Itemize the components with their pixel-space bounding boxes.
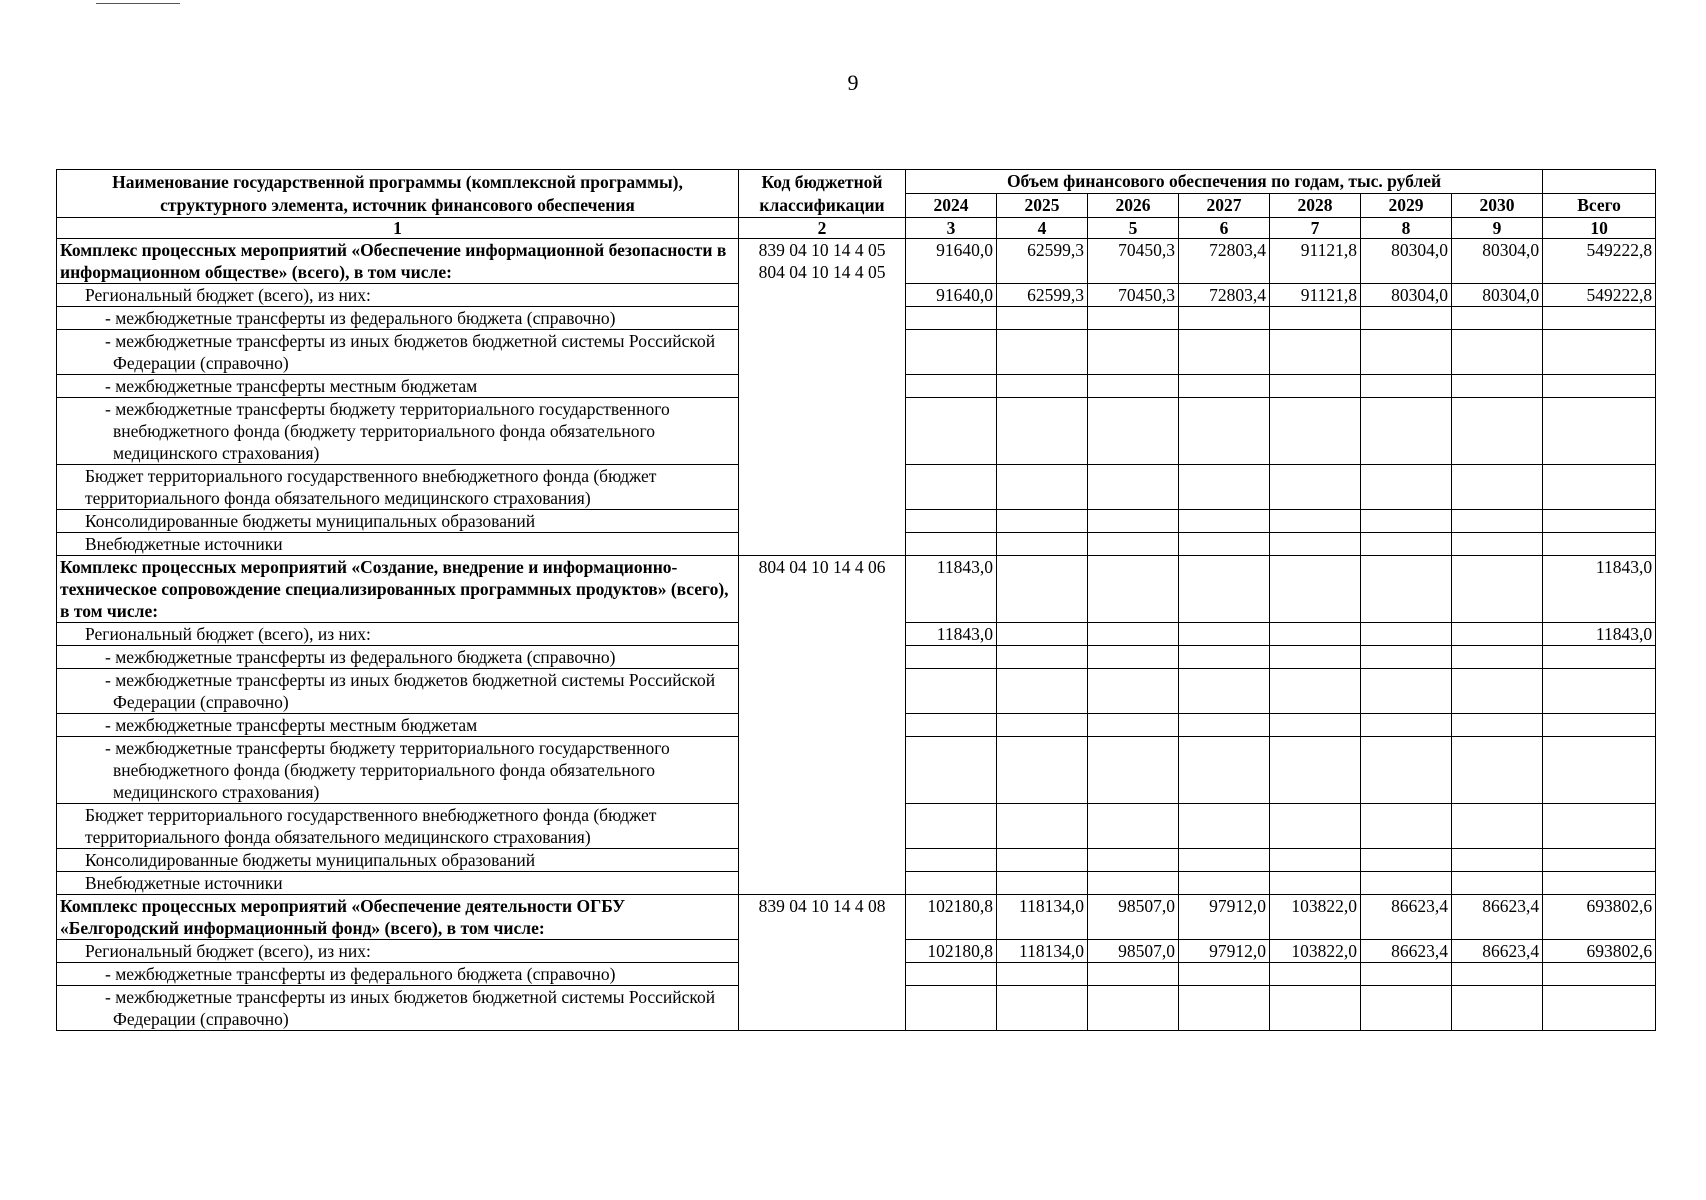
source-name: Региональный бюджет (всего), из них: [57, 284, 739, 307]
source-name: Консолидированные бюджеты муниципальных образований [57, 510, 739, 533]
year-value: 80304,0 [1452, 284, 1543, 307]
year-value: 103822,0 [1270, 895, 1361, 940]
year-value [1088, 872, 1179, 895]
year-value [1361, 714, 1452, 737]
year-value [997, 646, 1088, 669]
year-value: 86623,4 [1361, 895, 1452, 940]
year-value [1088, 737, 1179, 804]
header-volume-group: Объем финансового обеспечения по годам, тыс. рублей [906, 170, 1543, 194]
year-value [1361, 556, 1452, 623]
year-value: 98507,0 [1088, 940, 1179, 963]
year-value [1361, 646, 1452, 669]
total-value [1543, 398, 1656, 465]
source-name: Внебюджетные источники [57, 533, 739, 556]
year-value: 80304,0 [1452, 239, 1543, 284]
year-value [1452, 804, 1543, 849]
year-value [1361, 986, 1452, 1031]
year-value: 62599,3 [997, 239, 1088, 284]
col-number: 2 [739, 218, 906, 239]
year-value [1361, 533, 1452, 556]
year-value: 62599,3 [997, 284, 1088, 307]
year-value [1270, 307, 1361, 330]
total-value [1543, 963, 1656, 986]
program-name: Комплекс процессных мероприятий «Обеспечение деятельности ОГБУ «Белгородский информационный фонд» (всего), в том числе: [57, 895, 739, 940]
year-value [997, 398, 1088, 465]
year-value [1088, 714, 1179, 737]
year-value [1179, 646, 1270, 669]
year-value: 86623,4 [1361, 940, 1452, 963]
source-name: - межбюджетные трансферты из иных бюджетов бюджетной системы Российской Федерации (справочно) [57, 986, 739, 1031]
year-value [1452, 510, 1543, 533]
year-value [1361, 963, 1452, 986]
col-number: 8 [1361, 218, 1452, 239]
header-total-blank [1543, 170, 1656, 194]
year-value [1270, 533, 1361, 556]
year-value [1179, 533, 1270, 556]
source-name: - межбюджетные трансферты бюджету территориального государственного внебюджетного фонда (бюджету территориального фонда обязательного медицинского страхования) [57, 398, 739, 465]
year-value [1452, 986, 1543, 1031]
year-value [1361, 872, 1452, 895]
year-value [1270, 623, 1361, 646]
year-value [1361, 330, 1452, 375]
year-value [1270, 646, 1361, 669]
year-value [906, 714, 997, 737]
total-value [1543, 646, 1656, 669]
source-name: Региональный бюджет (всего), из них: [57, 623, 739, 646]
program-name: Комплекс процессных мероприятий «Обеспечение информационной безопасности в информационном обществе» (всего), в том числе: [57, 239, 739, 284]
year-value [1452, 646, 1543, 669]
total-value [1543, 849, 1656, 872]
year-value [1361, 849, 1452, 872]
year-value [997, 872, 1088, 895]
year-value [906, 398, 997, 465]
total-value: 693802,6 [1543, 940, 1656, 963]
source-name: Внебюджетные источники [57, 872, 739, 895]
year-value [1270, 398, 1361, 465]
year-value: 80304,0 [1361, 284, 1452, 307]
header-year: 2027 [1179, 194, 1270, 218]
year-value [1088, 307, 1179, 330]
total-value [1543, 465, 1656, 510]
year-value [906, 804, 997, 849]
year-value [906, 533, 997, 556]
year-value [1452, 714, 1543, 737]
year-value [1088, 804, 1179, 849]
year-value [906, 646, 997, 669]
total-value [1543, 737, 1656, 804]
year-value [997, 669, 1088, 714]
year-value [997, 623, 1088, 646]
col-number: 7 [1270, 218, 1361, 239]
budget-code: 839 04 10 14 4 08 [739, 895, 906, 1031]
year-value [1088, 669, 1179, 714]
year-value [1452, 398, 1543, 465]
source-name: Бюджет территориального государственного внебюджетного фонда (бюджет территориального фонда обязательного медицинского страхования) [57, 804, 739, 849]
year-value [1179, 510, 1270, 533]
total-value: 549222,8 [1543, 239, 1656, 284]
total-value: 11843,0 [1543, 623, 1656, 646]
header-code-col: Код бюджетной классификации [739, 170, 906, 218]
source-name: - межбюджетные трансферты из иных бюджетов бюджетной системы Российской Федерации (справочно) [57, 669, 739, 714]
source-name: - межбюджетные трансферты из федерального бюджета (справочно) [57, 307, 739, 330]
col-number: 5 [1088, 218, 1179, 239]
year-value [906, 669, 997, 714]
year-value [1179, 737, 1270, 804]
year-value [1088, 510, 1179, 533]
program-row [57, 239, 1656, 284]
year-value [997, 533, 1088, 556]
year-value [906, 375, 997, 398]
program-row [57, 895, 1656, 940]
year-value: 11843,0 [906, 556, 997, 623]
year-value: 91640,0 [906, 284, 997, 307]
year-value [1452, 556, 1543, 623]
year-value [1088, 375, 1179, 398]
year-value [1179, 714, 1270, 737]
year-value [997, 714, 1088, 737]
col-number: 6 [1179, 218, 1270, 239]
year-value [1088, 646, 1179, 669]
year-value [1179, 307, 1270, 330]
year-value [1361, 623, 1452, 646]
year-value [1179, 963, 1270, 986]
year-value [1361, 737, 1452, 804]
program-row [57, 556, 1656, 623]
year-value [906, 465, 997, 510]
source-name: Бюджет территориального государственного внебюджетного фонда (бюджет территориального фонда обязательного медицинского страхования) [57, 465, 739, 510]
year-value [1452, 849, 1543, 872]
year-value [1179, 623, 1270, 646]
year-value [1179, 849, 1270, 872]
year-value [997, 510, 1088, 533]
top-rule [96, 3, 180, 4]
total-value [1543, 872, 1656, 895]
total-value [1543, 986, 1656, 1031]
year-value [997, 375, 1088, 398]
year-value [1088, 533, 1179, 556]
year-value: 72803,4 [1179, 239, 1270, 284]
header-total-col: Всего [1543, 194, 1656, 218]
year-value [1088, 465, 1179, 510]
year-value: 118134,0 [997, 895, 1088, 940]
total-value [1543, 533, 1656, 556]
year-value [997, 849, 1088, 872]
year-value [1179, 669, 1270, 714]
year-value [1361, 804, 1452, 849]
total-value [1543, 804, 1656, 849]
year-value [1179, 465, 1270, 510]
budget-table [56, 169, 1656, 1031]
year-value [1270, 804, 1361, 849]
year-value: 97912,0 [1179, 895, 1270, 940]
year-value [1270, 714, 1361, 737]
year-value [906, 330, 997, 375]
year-value [906, 510, 997, 533]
year-value: 70450,3 [1088, 239, 1179, 284]
year-value [906, 963, 997, 986]
total-value [1543, 510, 1656, 533]
year-value [1452, 533, 1543, 556]
year-value [906, 849, 997, 872]
total-value [1543, 669, 1656, 714]
year-value [1088, 963, 1179, 986]
total-value [1543, 307, 1656, 330]
year-value [1361, 375, 1452, 398]
year-value: 102180,8 [906, 895, 997, 940]
year-value [906, 986, 997, 1031]
source-name: Консолидированные бюджеты муниципальных образований [57, 849, 739, 872]
year-value [1452, 737, 1543, 804]
year-value [1361, 669, 1452, 714]
year-value: 102180,8 [906, 940, 997, 963]
year-value [1270, 669, 1361, 714]
source-name: Региональный бюджет (всего), из них: [57, 940, 739, 963]
col-number: 4 [997, 218, 1088, 239]
year-value [906, 307, 997, 330]
year-value: 97912,0 [1179, 940, 1270, 963]
year-value [1179, 398, 1270, 465]
source-name: - межбюджетные трансферты из иных бюджетов бюджетной системы Российской Федерации (справочно) [57, 330, 739, 375]
year-value [1088, 623, 1179, 646]
year-value [1179, 375, 1270, 398]
table-body [57, 239, 1656, 1031]
year-value: 91640,0 [906, 239, 997, 284]
year-value: 118134,0 [997, 940, 1088, 963]
year-value [1452, 307, 1543, 330]
year-value [1452, 669, 1543, 714]
header-year: 2024 [906, 194, 997, 218]
year-value [1179, 872, 1270, 895]
col-number: 9 [1452, 218, 1543, 239]
year-value [1452, 623, 1543, 646]
year-value: 11843,0 [906, 623, 997, 646]
year-value [997, 307, 1088, 330]
year-value [1179, 986, 1270, 1031]
total-value [1543, 330, 1656, 375]
budget-code: 804 04 10 14 4 06 [739, 556, 906, 895]
year-value [997, 330, 1088, 375]
year-value [1270, 963, 1361, 986]
program-name: Комплекс процессных мероприятий «Создание, внедрение и информационно-техническое сопровождение специализированных программных продуктов» (всего), в том числе: [57, 556, 739, 623]
year-value [1270, 556, 1361, 623]
year-value [1088, 849, 1179, 872]
year-value: 98507,0 [1088, 895, 1179, 940]
year-value: 91121,8 [1270, 239, 1361, 284]
year-value [906, 872, 997, 895]
budget-code: 839 04 10 14 4 05 804 04 10 14 4 05 [739, 239, 906, 556]
year-value: 72803,4 [1179, 284, 1270, 307]
total-value [1543, 714, 1656, 737]
year-value [1179, 556, 1270, 623]
year-value [1179, 330, 1270, 375]
year-value [1452, 872, 1543, 895]
year-value [1088, 556, 1179, 623]
header-year: 2029 [1361, 194, 1452, 218]
year-value [1452, 330, 1543, 375]
col-number: 3 [906, 218, 997, 239]
source-name: - межбюджетные трансферты местным бюджетам [57, 714, 739, 737]
year-value [1361, 465, 1452, 510]
year-value [1270, 986, 1361, 1031]
year-value [1270, 375, 1361, 398]
header-year: 2030 [1452, 194, 1543, 218]
page-number: 9 [847, 70, 859, 95]
year-value [997, 804, 1088, 849]
source-name: - межбюджетные трансферты из федерального бюджета (справочно) [57, 963, 739, 986]
year-value: 86623,4 [1452, 940, 1543, 963]
source-name: - межбюджетные трансферты из федерального бюджета (справочно) [57, 646, 739, 669]
total-value: 549222,8 [1543, 284, 1656, 307]
year-value [1452, 465, 1543, 510]
header-name-col: Наименование государственной программы (комплексной программы), структурного элемента, источник финансового обеспечения [57, 170, 739, 218]
col-number: 1 [57, 218, 739, 239]
year-value [997, 737, 1088, 804]
year-value [997, 556, 1088, 623]
year-value [1270, 465, 1361, 510]
year-value [1179, 804, 1270, 849]
header-year: 2025 [997, 194, 1088, 218]
year-value [1452, 375, 1543, 398]
year-value [997, 986, 1088, 1031]
total-value: 11843,0 [1543, 556, 1656, 623]
year-value [1361, 307, 1452, 330]
header-year: 2028 [1270, 194, 1361, 218]
year-value [906, 737, 997, 804]
year-value: 86623,4 [1452, 895, 1543, 940]
year-value [1270, 849, 1361, 872]
year-value [997, 465, 1088, 510]
total-value [1543, 375, 1656, 398]
year-value [1270, 872, 1361, 895]
year-value: 70450,3 [1088, 284, 1179, 307]
year-value [1270, 737, 1361, 804]
header-year: 2026 [1088, 194, 1179, 218]
year-value [997, 963, 1088, 986]
year-value: 80304,0 [1361, 239, 1452, 284]
year-value: 103822,0 [1270, 940, 1361, 963]
total-value: 693802,6 [1543, 895, 1656, 940]
year-value [1088, 330, 1179, 375]
year-value [1361, 398, 1452, 465]
year-value [1270, 330, 1361, 375]
col-number: 10 [1543, 218, 1656, 239]
source-name: - межбюджетные трансферты местным бюджетам [57, 375, 739, 398]
year-value [1452, 963, 1543, 986]
year-value: 91121,8 [1270, 284, 1361, 307]
year-value [1088, 398, 1179, 465]
source-name: - межбюджетные трансферты бюджету территориального государственного внебюджетного фонда (бюджету территориального фонда обязательного медицинского страхования) [57, 737, 739, 804]
year-value [1361, 510, 1452, 533]
year-value [1270, 510, 1361, 533]
year-value [1088, 986, 1179, 1031]
